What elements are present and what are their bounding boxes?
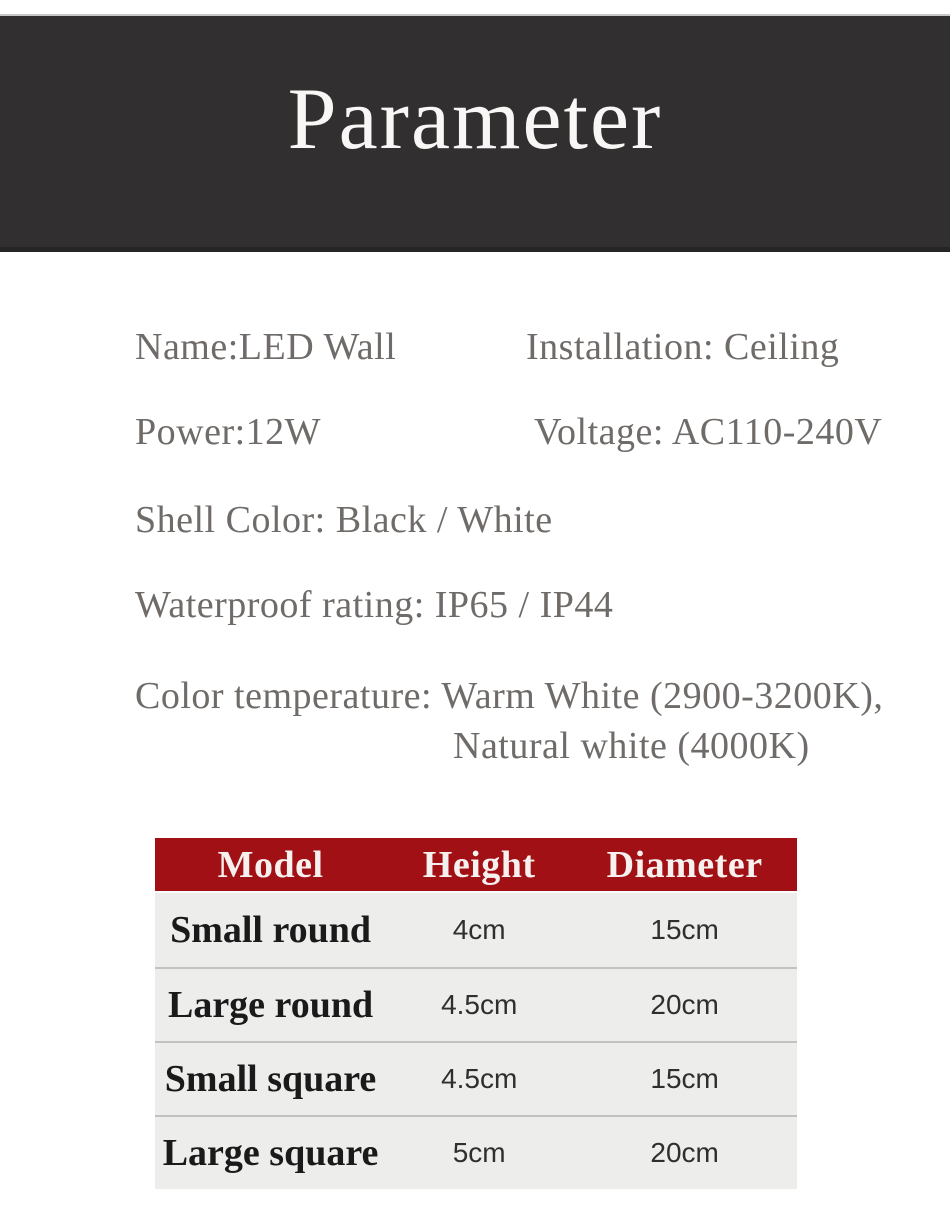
spec-shell-color: Shell Color: Black / White — [135, 499, 553, 541]
model-cell: Large round — [167, 984, 374, 1026]
page-title: Parameter — [287, 71, 663, 168]
table-row — [155, 1041, 797, 1115]
column-header-diameter: Diameter — [606, 843, 763, 886]
height-cell: 4.5cm — [441, 989, 518, 1020]
spec-color-temperature: Color temperature: Warm White (2900-3200K), — [135, 675, 884, 717]
table-row — [155, 1115, 797, 1189]
spec-voltage: Voltage: AC110-240V — [534, 411, 883, 453]
spec-color-temperature-2: Natural white (4000K) — [453, 725, 810, 767]
model-cell: Small round — [170, 909, 372, 951]
spec-product-name: Name:LED Wall — [135, 326, 397, 368]
diameter-cell: 20cm — [650, 989, 719, 1020]
height-cell: 5cm — [452, 1137, 506, 1168]
diameter-cell: 15cm — [650, 1063, 719, 1094]
table-header-row — [155, 838, 797, 893]
diameter-cell: 20cm — [650, 1137, 719, 1168]
table-row — [155, 967, 797, 1041]
model-cell: Small square — [164, 1058, 377, 1100]
spec-installation: Installation: Ceiling — [526, 326, 840, 368]
column-header-height: Height — [422, 843, 536, 886]
column-header-model: Model — [217, 843, 324, 886]
header-banner — [0, 14, 950, 252]
table-row — [155, 893, 797, 967]
model-cell: Large square — [162, 1132, 379, 1174]
spec-waterproof-rating: Waterproof rating: IP65 / IP44 — [135, 584, 614, 626]
height-cell: 4.5cm — [441, 1063, 518, 1094]
height-cell: 4cm — [452, 914, 506, 945]
dimensions-table — [155, 838, 797, 1189]
spec-power: Power:12W — [135, 411, 322, 453]
diameter-cell: 15cm — [650, 914, 719, 945]
